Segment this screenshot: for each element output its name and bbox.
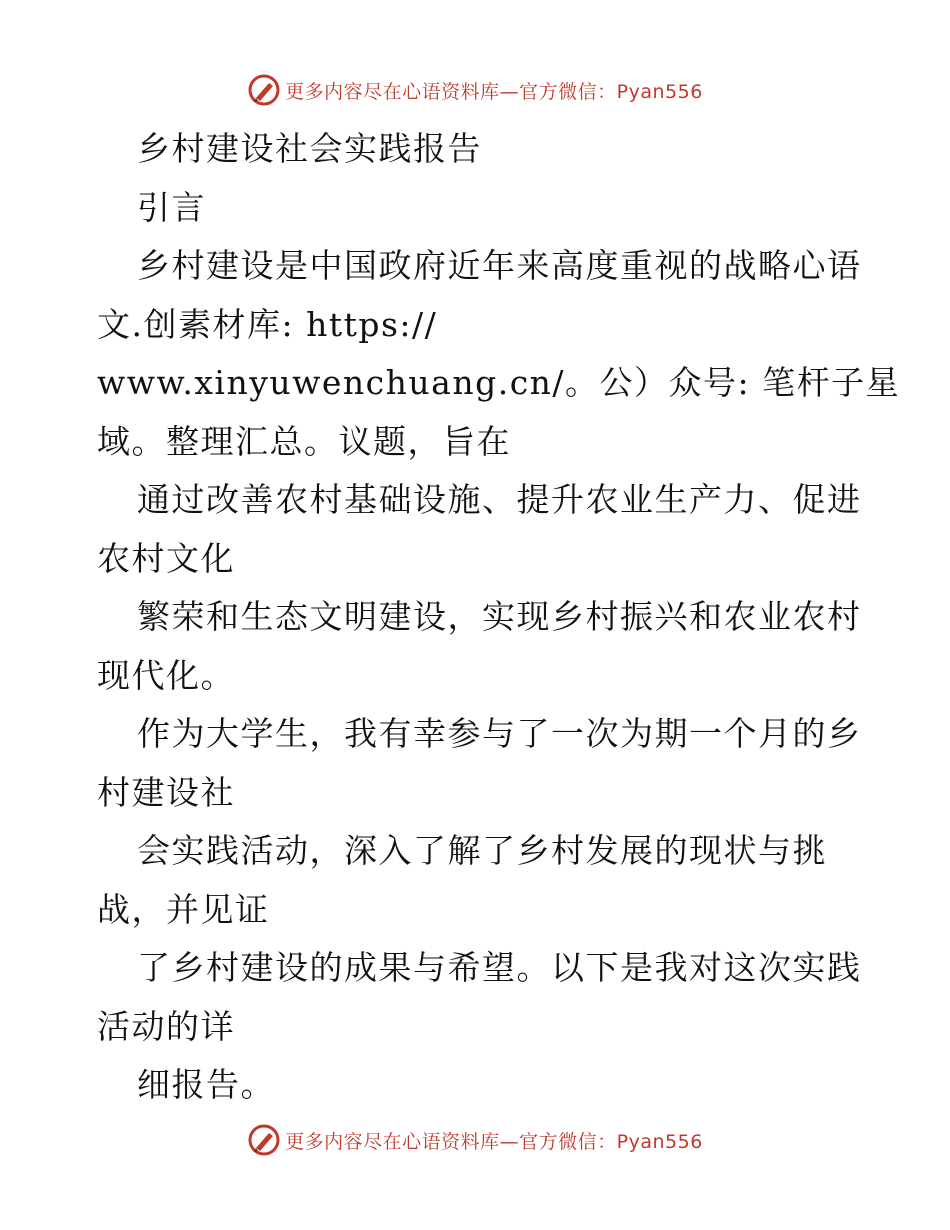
text-line: 乡村建设是中国政府近年来高度重视的战略心语 bbox=[137, 246, 862, 285]
document-body bbox=[97, 120, 901, 1115]
pen-logo-icon bbox=[247, 1123, 281, 1157]
text-line: 农村文化 bbox=[97, 538, 235, 578]
text-line: 活动的详 bbox=[97, 1006, 235, 1046]
text-line: 细报告。 bbox=[137, 1065, 275, 1104]
text-line: 村建设社 bbox=[97, 772, 235, 812]
header-watermark bbox=[0, 70, 950, 110]
text-line: 乡村建设社会实践报告 bbox=[137, 129, 482, 168]
text-line: 文.创素材库: https:// bbox=[97, 304, 438, 344]
text-line: 域。整理汇总。议题，旨在 bbox=[97, 421, 511, 461]
text-line: 现代化。 bbox=[97, 655, 235, 695]
text-line: 繁荣和生态文明建设，实现乡村振兴和农业农村 bbox=[137, 597, 862, 636]
text-line: 战，并见证 bbox=[97, 889, 270, 929]
text-line: 作为大学生，我有幸参与了一次为期一个月的乡 bbox=[137, 714, 862, 753]
watermark-text: 更多内容尽在心语资料库—官方微信：Pyan556 bbox=[285, 1130, 703, 1153]
footer-watermark bbox=[0, 1120, 950, 1160]
text-line: 了乡村建设的成果与希望。以下是我对这次实践 bbox=[137, 948, 862, 987]
text-line: 会实践活动，深入了解了乡村发展的现状与挑 bbox=[137, 831, 827, 870]
watermark-text: 更多内容尽在心语资料库—官方微信：Pyan556 bbox=[285, 80, 703, 103]
text-line: 引言 bbox=[137, 187, 206, 227]
text-line: www.xinyuwenchuang.cn/。公）众号: 笔杆子星 bbox=[97, 363, 901, 402]
text-line: 通过改善农村基础设施、提升农业生产力、促进 bbox=[137, 480, 862, 519]
pen-logo-icon bbox=[247, 73, 281, 107]
